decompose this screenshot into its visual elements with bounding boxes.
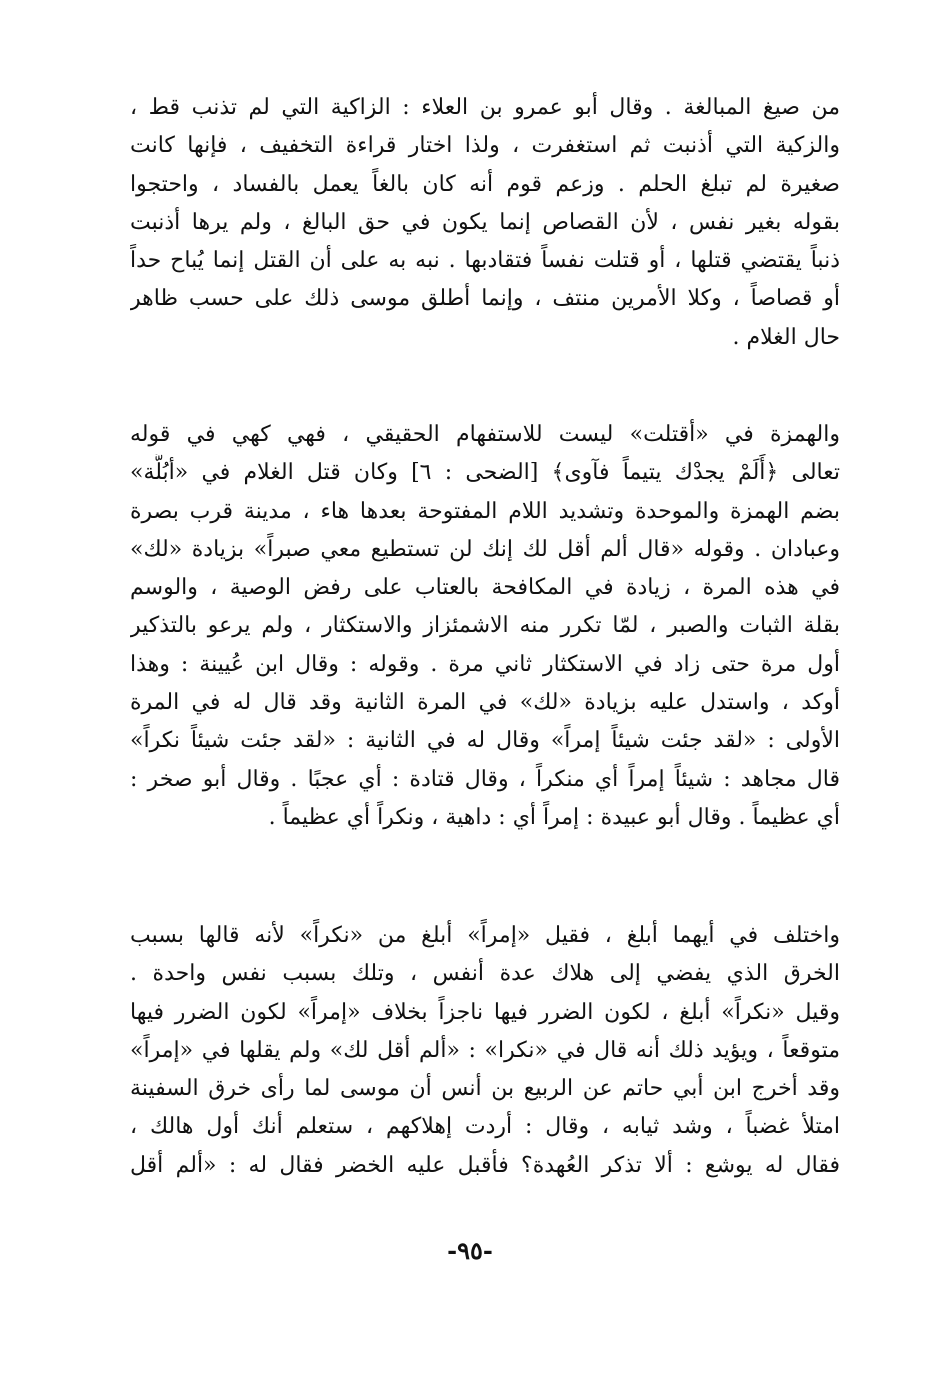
text-line: تعالى ﴿أَلَمْ يجدْك يتيماً فآوى﴾ [الضحى : ٦] وكان قتل الغلام في «أبُلَّة» [130, 460, 840, 486]
text-line: والهمزة في «أقتلت» ليست للاستفهام الحقيقي ، فهي كهي في قوله [130, 422, 840, 447]
text-line: قال مجاهد : شيئاً إمراً أي منكراً ، وقال قتادة : أي عجبًا . وقال أبو صخر : [130, 766, 840, 792]
text-line: بقلة الثبات والصبر ، لمّا تكرر منه الاشمئزاز والاستكثار ، ولم يرعو بالتذكير [130, 613, 840, 639]
text-line: بقوله بغير نفس ، لأن القصاص إنما يكون في حق البالغ ، ولم يرها أذنبت [130, 209, 840, 235]
text-line: الخرق الذي يفضي إلى هلاك عدة أنفس ، وتلك بسبب نفس واحدة . [130, 961, 840, 987]
text-line: وقيل «نكراً» أبلغ ، لكون الضرر فيها ناجزاً بخلاف «إمراً» لكون الضرر فيها [130, 999, 840, 1025]
text-line: بضم الهمزة والموحدة وتشديد اللام المفتوحة بعدها هاء ، مدينة قرب بصرة [130, 498, 840, 524]
page-number: -٩٥- [447, 1236, 493, 1265]
text-line: في هذه المرة ، زيادة في المكافحة بالعتاب على رفض الوصية ، والوسم [130, 575, 840, 601]
paragraph-3 [130, 917, 840, 1185]
text-line: واختلف في أيهما أبلغ ، فقيل «إمراً» أبلغ من «نكراً» لأنه قالها بسبب [130, 923, 840, 948]
text-line: أول مرة حتى زاد في الاستكثار ثاني مرة . وقوله : وقال ابن عُيينة : وهذا [130, 651, 840, 677]
text-line: أي عظيماً . وقال أبو عبيدة : إمراً أي : داهية ، ونكراً أي عظيماً . [268, 804, 840, 830]
paragraph-1 [130, 89, 840, 357]
text-line: حال الغلام . [732, 324, 840, 350]
text-line: متوقعاً ، ويؤيد ذلك أنه قال في «نكرا» : «ألم أقل لك» ولم يقلها في «إمراً» [130, 1037, 840, 1063]
text-line: أوكد ، واستدل عليه بزيادة «لك» في المرة الثانية وقد قال له في المرة [130, 690, 840, 716]
text-line: وعبادان . وقوله «قال ألم أقل لك إنك لن تستطيع معي صبراً» بزيادة «لك» [130, 536, 840, 562]
text-line: أو قصاصاً ، وكلا الأمرين منتف ، وإنما أطلق موسى ذلك على حسب ظاهر [130, 286, 840, 312]
text-line: ذنباً يقتضي قتلها ، أو قتلت نفساً فتقادبها . نبه به على أن القتل إنما يُباح حداً [130, 248, 840, 274]
text-line: فقال له يوشع : ألا تذكر العُهدة؟ فأقبل عليه الخضر فقال له : «ألم أقل [130, 1152, 840, 1178]
text-line: وقد أخرج ابن أبي حاتم عن الربيع بن أنس أن موسى لما رأى خرق السفينة [130, 1076, 840, 1102]
paragraph-2 [130, 416, 840, 837]
text-line: صغيرة لم تبلغ الحلم . وزعم قوم أنه كان بالغاً يعمل بالفساد ، واحتجوا [130, 171, 840, 197]
text-line: امتلأ غضباً ، وشد ثيابه ، وقال : أردت إهلاكهم ، ستعلم أنك أول هالك ، [130, 1114, 840, 1140]
text-line: الأولى : «لقد جئت شيئاً إمراً» وقال له في الثانية : «لقد جئت شيئاً نكراً» [130, 728, 840, 754]
text-line: من صيغ المبالغة . وقال أبو عمرو بن العلاء : الزاكية التي لم تذنب قط ، [130, 95, 840, 120]
text-line: والزكية التي أذنبت ثم استغفرت ، ولذا اختار قراءة التخفيف ، فإنها كانت [130, 133, 840, 159]
